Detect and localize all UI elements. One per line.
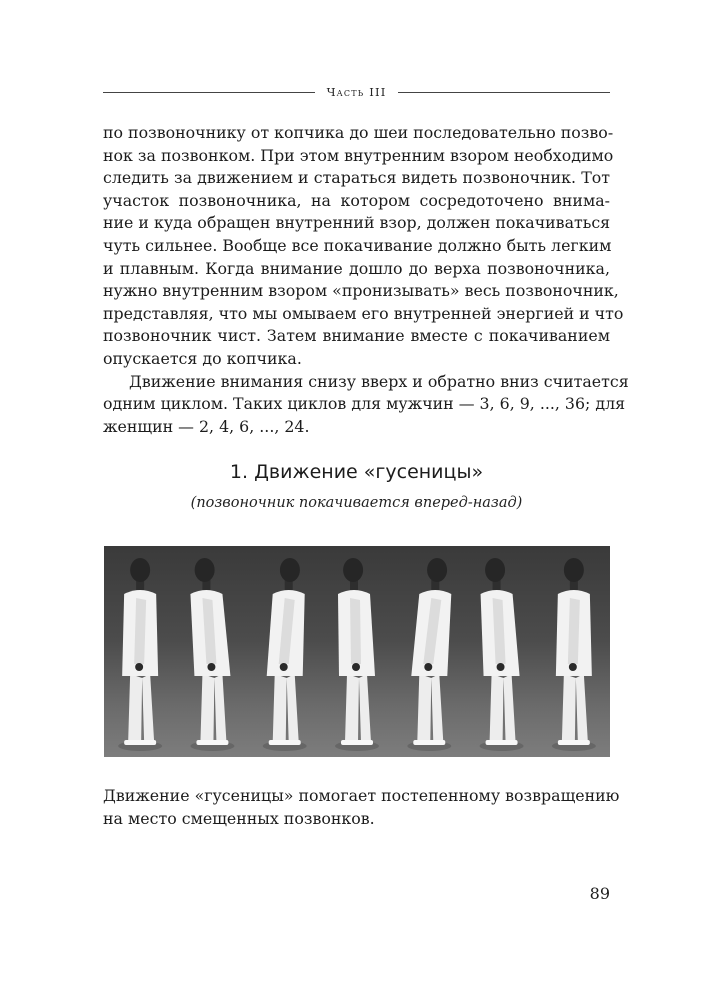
section-subtitle: (позвоночник покачивается вперед-назад): [190, 495, 523, 511]
section-title: 1. Движение «гусеницы»: [229, 461, 484, 483]
standing-figure: [335, 558, 379, 751]
exercise-photo: [104, 546, 610, 757]
page-number: 89: [589, 884, 610, 903]
standing-figure: [552, 558, 596, 751]
body-line: чуть сильнее. Вообще все покачивание должно быть легким: [103, 235, 612, 255]
photo-caption: [103, 785, 620, 830]
body-line: нужно внутренним взором «пронизывать» весь позвоночник,: [103, 281, 619, 301]
body-line: женщин — 2, 4, 6, ..., 24.: [103, 416, 310, 436]
header-rule-right: [398, 92, 610, 93]
body-line: Движение внимания снизу вверх и обратно вниз считается: [129, 371, 629, 391]
standing-figure: [190, 558, 234, 751]
body-line: опускается до копчика.: [103, 348, 302, 368]
body-line: и плавным. Когда внимание дошло до верха позвоночника,: [103, 258, 610, 278]
body-line: по позвоночнику от копчика до шеи последовательно позво-: [103, 123, 614, 142]
caption-line: Движение «гусеницы» помогает постепенному возвращению: [103, 786, 620, 805]
standing-figure: [263, 558, 307, 751]
running-header: [103, 82, 610, 102]
body-line: нок за позвонком. При этом внутренним взором необходимо: [103, 145, 614, 165]
standing-figure: [480, 558, 524, 751]
body-line: ние и куда обращен внутренний взор, должен покачиваться: [103, 213, 611, 233]
running-title: Часть III: [326, 85, 387, 99]
caption-line: на место смещенных позвонков.: [103, 808, 375, 828]
body-line: участок позвоночника, на котором сосредоточено внима-: [103, 190, 610, 210]
body-line: одним циклом. Таких циклов для мужчин — 3, 6, 9, ..., 36; для: [103, 394, 626, 414]
body-line: представляя, что мы омываем его внутренней энергией и что: [103, 303, 624, 323]
standing-figure: [118, 558, 162, 751]
body-paragraphs: [103, 122, 629, 438]
header-rule-left: [103, 92, 315, 93]
body-line: следить за движением и стараться видеть позвоночник. Тот: [103, 168, 610, 188]
standing-figure: [407, 558, 451, 751]
exercise-photo-figures: [104, 546, 610, 757]
body-line: позвоночник чист. Затем внимание вместе с покачиванием: [103, 326, 610, 346]
